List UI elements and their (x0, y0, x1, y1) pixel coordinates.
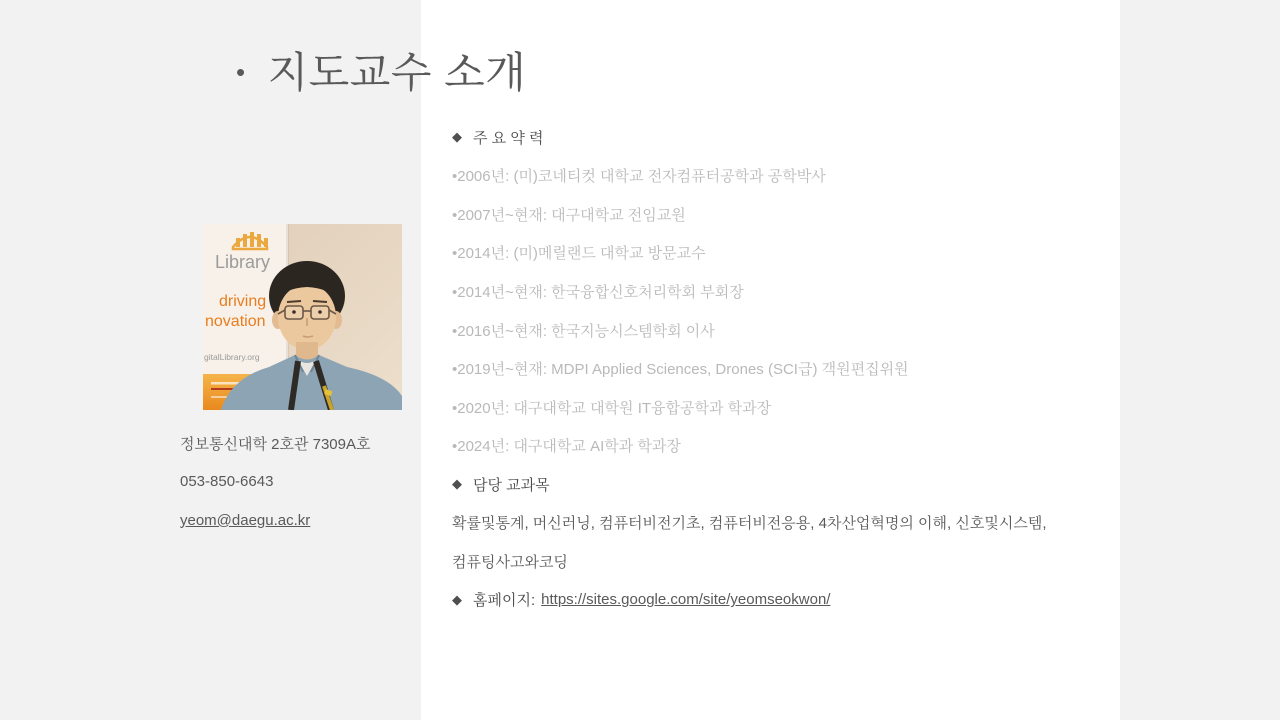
career-section-header: ◆ 주 요 약 력 (452, 129, 544, 147)
career-item: •2016년~현재: 한국지능시스템학회 이사 (452, 322, 715, 340)
career-item: •2007년~현재: 대구대학교 전임교원 (452, 206, 686, 224)
diamond-icon: ◆ (452, 591, 462, 607)
courses-section-header: ◆ 담당 교과목 (452, 476, 550, 494)
diamond-icon: ◆ (452, 129, 462, 145)
professor-photo (203, 224, 402, 410)
email-link[interactable]: yeom@daegu.ac.kr (180, 511, 311, 529)
courses-line: 확률및통계, 머신러닝, 컴퓨터비전기초, 컴퓨터비전응용, 4차산업혁명의 이해, 신호및시스템, (452, 515, 1047, 533)
banner-library-text: Library (215, 252, 271, 272)
page-title-text: 지도교수 소개 (267, 49, 527, 96)
banner-novation-text: novation (205, 313, 266, 330)
homepage-row (452, 581, 1120, 620)
career-item: •2019년~현재: MDPI Applied Sciences, Drones (SCI급) 객원편집위원 (452, 361, 909, 379)
banner-driving-text: driving (219, 293, 267, 310)
contact-info (180, 424, 370, 540)
courses-line: 컴퓨팅사고와코딩 (452, 553, 568, 571)
bio-content (452, 118, 1120, 619)
phone-number: 053-850-6643 (180, 473, 274, 491)
banner-url-text: gitalLibrary.org (204, 352, 260, 362)
page-title (236, 40, 526, 100)
career-item: •2014년: (미)메릴랜드 대학교 방문교수 (452, 245, 706, 263)
homepage-link[interactable]: https://sites.google.com/site/yeomseokwon/ (541, 591, 831, 609)
diamond-icon: ◆ (452, 476, 462, 492)
title-bullet-icon: • (236, 57, 246, 87)
office-location: 정보통신대학 2호관 7309A호 (180, 435, 371, 453)
homepage-label: 홈페이지: (473, 592, 536, 610)
career-item: •2006년: (미)코네티컷 대학교 전자컴퓨터공학과 공학박사 (452, 168, 826, 186)
career-item: •2020년: 대구대학교 대학원 IT융합공학과 학과장 (452, 399, 772, 417)
career-item: •2024년: 대구대학교 AI학과 학과장 (452, 438, 681, 456)
career-item: •2014년~현재: 한국융합신호처리학회 부회장 (452, 283, 744, 301)
